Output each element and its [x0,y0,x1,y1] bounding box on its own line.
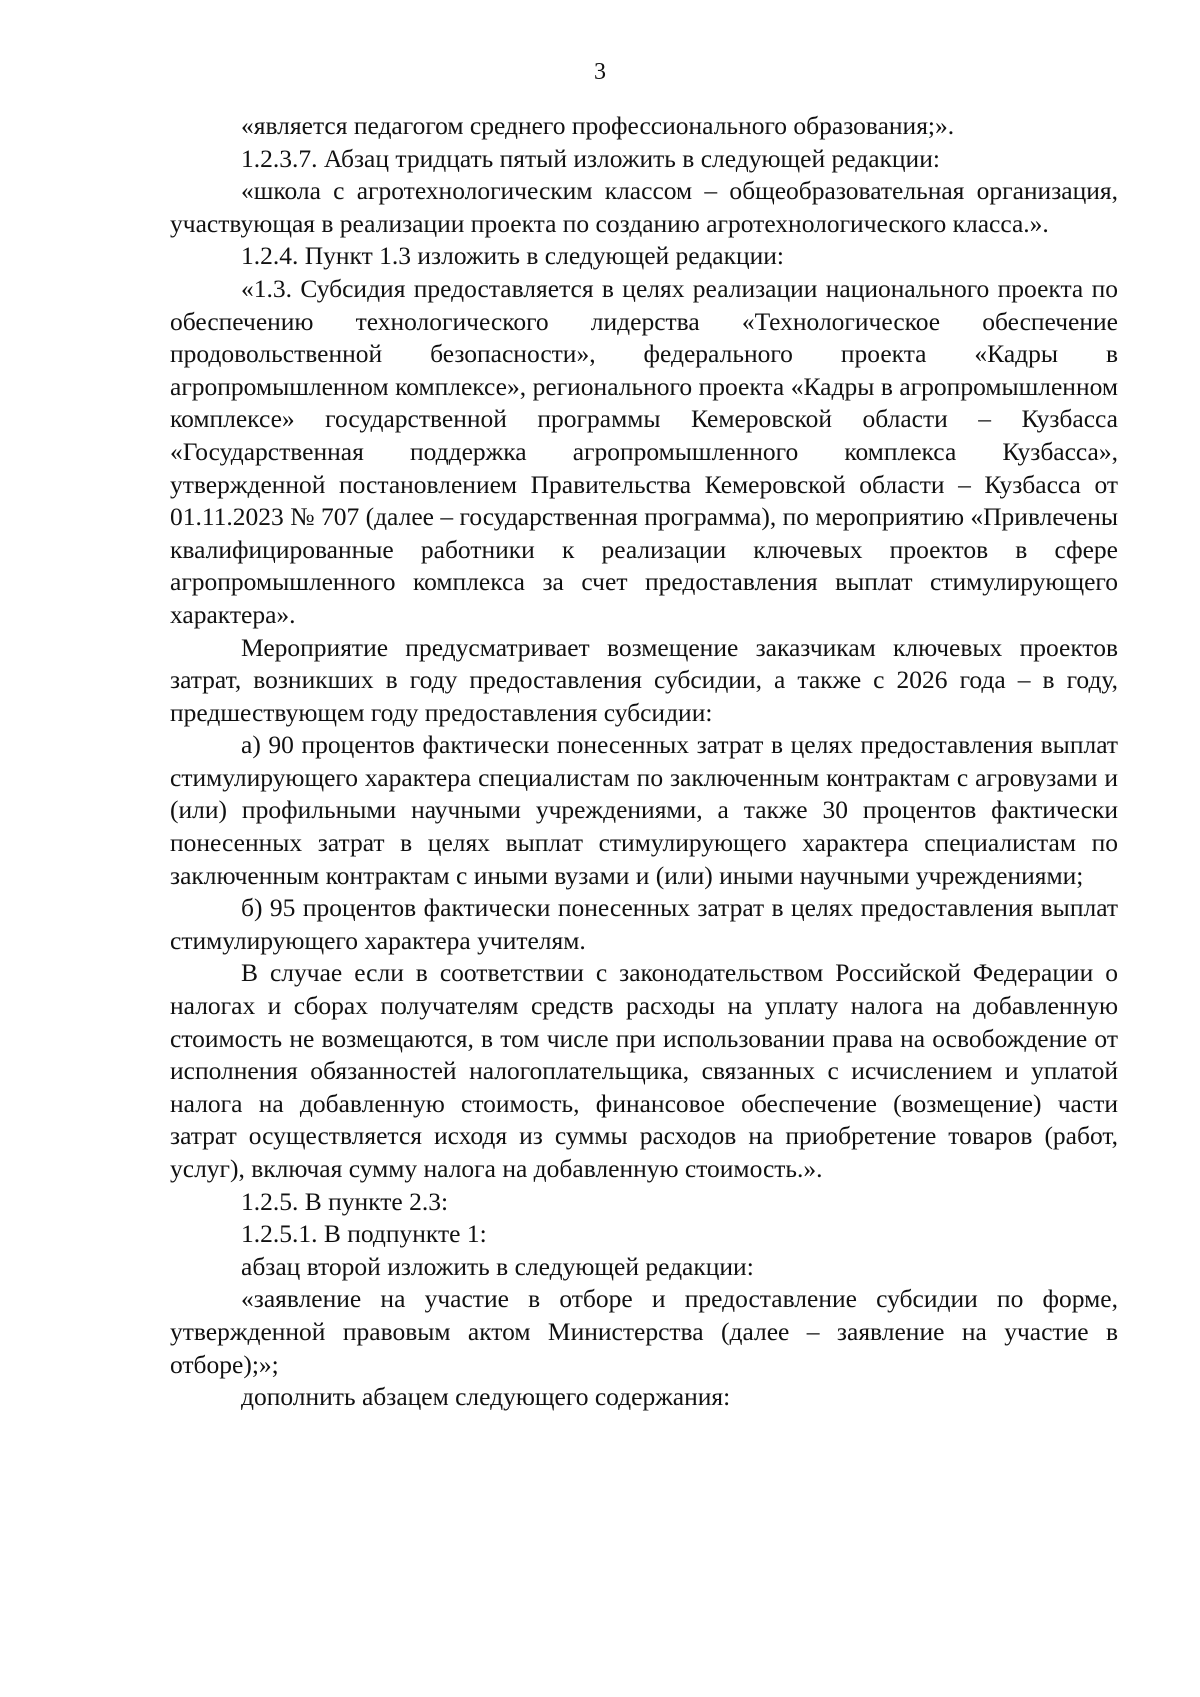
paragraph-4: 1.2.4. Пункт 1.3 изложить в следующей редакции: [241,241,784,271]
paragraph-12: абзац второй изложить в следующей редакции: [241,1251,754,1281]
paragraph-3: «школа с агротехнологическим классом – общеобразовательная организация, участвующая в реализации проекта по созданию агротехнологического класса.». [170,176,1118,238]
paragraph-10: 1.2.5. В пункте 2.3: [241,1186,449,1216]
paragraph-13: «заявление на участие в отборе и предоставление субсидии по форме, утвержденной правовым актом Министерства (далее – заявление на участие в отборе);»; [170,1284,1118,1379]
paragraph-5: «1.3. Субсидия предоставляется в целях реализации национального проекта по обеспечению технологического лидерства «Технологическое обеспечение продовольственной безопасности», федерального проекта «Кадры в агропромышленном комплексе», регионального проекта «Кадры в агропромышленном комплексе» государственной программы Кемеровской области – Кузбасса «Государственная поддержка агропромышленного комплекса Кузбасса», утвержденной постановлением Правительства Кемеровской области – Кузбасса от 01.11.2023 № 707 (далее – государственная программа), по мероприятию «Привлечены квалифицированные работники к реализации ключевых проектов в сфере агропромышленного комплекса за счет предоставления выплат стимулирующего характера». [170,273,1118,629]
paragraph-7: а) 90 процентов фактически понесенных затрат в целях предоставления выплат стимулирующего характера специалистам по заключенным контрактам с агровузами и (или) профильными научными учреждениями, а также 30 процентов фактически понесенных затрат в целях выплат стимулирующего характера специалистам по заключенным контрактам с иными вузами и (или) иными научными учреждениями; [170,730,1118,890]
document-body [170,110,1118,1414]
page-number: 3 [594,59,606,85]
paragraph-8: б) 95 процентов фактически понесенных затрат в целях предоставления выплат стимулирующего характера учителям. [170,893,1118,955]
paragraph-9: В случае если в соответствии с законодательством Российской Федерации о налогах и сборах получателям средств расходы на уплату налога на добавленную стоимость не возмещаются, в том числе при использовании права на освобождение от исполнения обязанностей налогоплательщика, связанных с исчислением и уплатой налога на добавленную стоимость, финансовое обеспечение (возмещение) части затрат осуществляется исходя из суммы расходов на приобретение товаров (работ, услуг), включая сумму налога на добавленную стоимость.». [170,958,1118,1183]
paragraph-2: 1.2.3.7. Абзац тридцать пятый изложить в следующей редакции: [241,143,940,173]
paragraph-11: 1.2.5.1. В подпункте 1: [241,1219,487,1249]
paragraph-6: Мероприятие предусматривает возмещение заказчикам ключевых проектов затрат, возникших в году предоставления субсидии, а также с 2026 года – в году, предшествующем году предоставления субсидии: [170,632,1118,727]
paragraph-14: дополнить абзацем следующего содержания: [241,1382,731,1412]
paragraph-1: «является педагогом среднего профессионального образования;». [241,111,955,140]
